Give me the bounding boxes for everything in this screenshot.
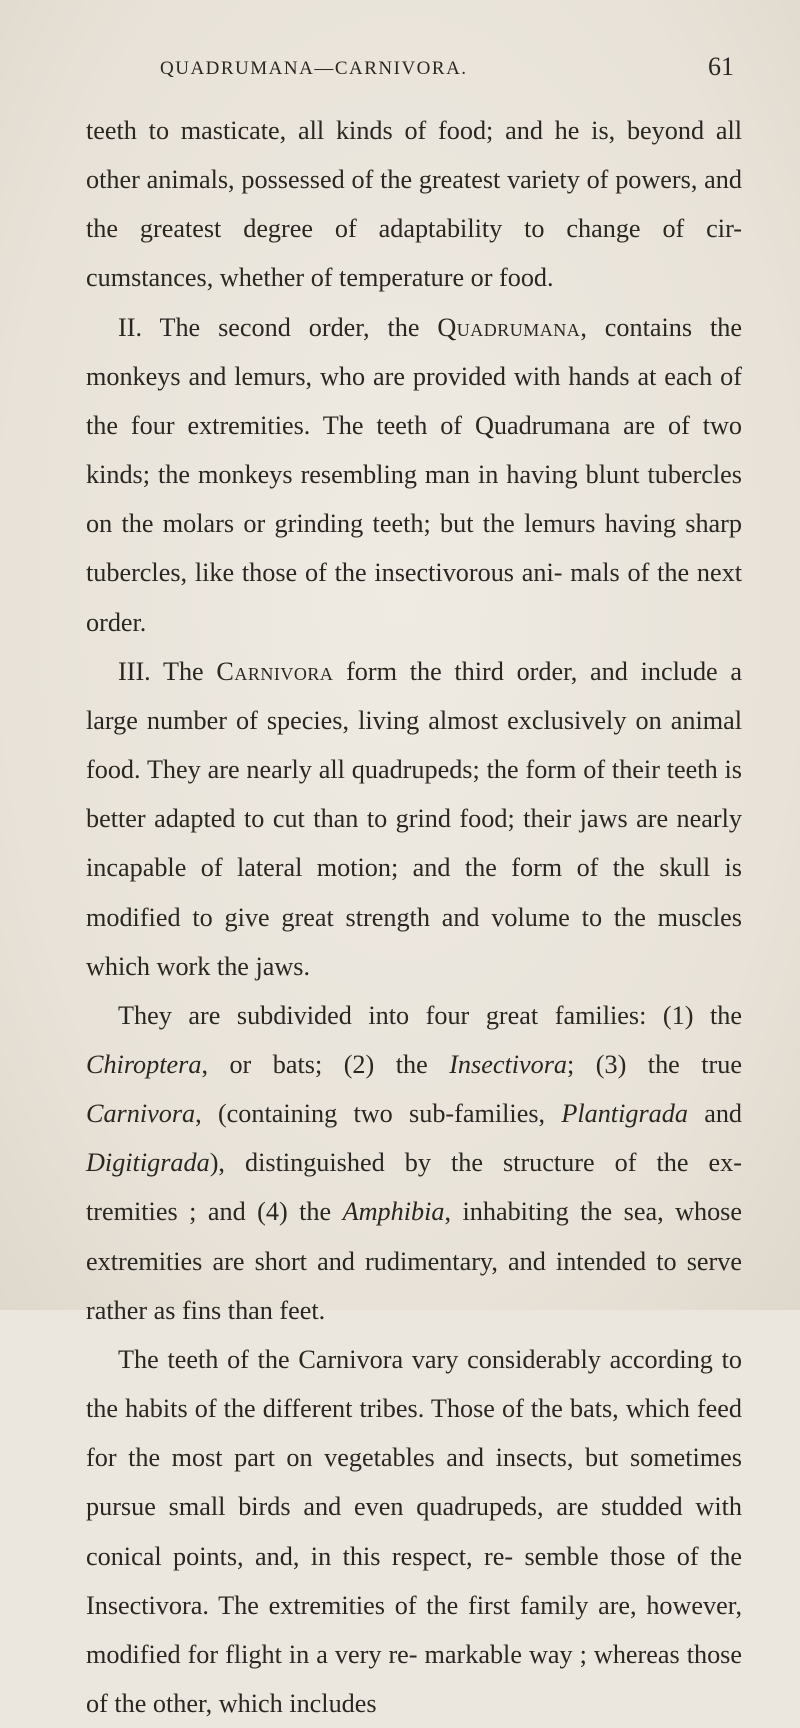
p4-text-4: , (containing two sub-families,: [195, 1099, 562, 1129]
p2-rest: , contains the monkeys and lemurs, who are provided with hands at each of the four extremities. The teeth of Quadrumana are of two kinds; the monkeys resembling man in having blunt tubercles on the molars or grinding teeth; but the lemurs having sharp tubercles, like those of the insectivorous ani- mals of the next order.: [86, 312, 742, 637]
term-amphibia: Amphibia: [342, 1197, 445, 1227]
p3-rest: form the third order, and include a large number of species, living almost exclusively on animal food. They are nearly all quadrupeds; the form of their teeth is better adapted to cut than to grind food; their jaws are nearly incapable of lateral motion; and the form of the skull is modified to give great strength and volume to the muscles which work the jaws.: [86, 656, 742, 981]
term-chiroptera: Chiroptera: [86, 1049, 202, 1079]
p4-text-7: , inhabiting the sea, whose extremities are short and rudimentary, and intended to serve rather as fins than feet.: [86, 1197, 742, 1325]
term-digitigrada: Digitigrada: [86, 1148, 210, 1178]
paragraph-1: teeth to masticate, all kinds of food; and he is, beyond all other animals, possessed of the greatest variety of powers, and the greatest degree of adaptability to change of cir- cumstances, whether of temperature or food.: [86, 116, 742, 293]
p3-lead: III. The: [118, 656, 217, 686]
term-carnivora: Carnivora: [216, 656, 334, 686]
term-quadrumana: Quadrumana: [437, 312, 581, 342]
term-insectivora: Insectivora: [449, 1049, 568, 1079]
body-text: [86, 106, 742, 1728]
p4-text-1: They are subdivided into four great families: (1) the: [118, 1000, 742, 1030]
p2-lead: II. The second order, the: [118, 312, 438, 342]
p4-text-2: , or bats; (2) the: [201, 1049, 450, 1079]
p4-text-6: ), distinguished by the structure of the ex- tremities ; and (4) the: [86, 1148, 742, 1227]
p4-text-3: ; (3) the true: [567, 1049, 742, 1079]
term-carnivora-true: Carnivora: [86, 1099, 196, 1129]
term-plantigrada: Plantigrada: [561, 1099, 688, 1129]
running-head: QUADRUMANA—CARNIVORA.: [160, 58, 468, 79]
paragraph-2: [86, 303, 742, 647]
page-number: 61: [708, 52, 734, 81]
paragraph-4: [86, 991, 742, 1335]
p4-text-5: and: [687, 1099, 743, 1129]
paragraph-3: [86, 647, 742, 991]
paragraph-5: The teeth of the Carnivora vary considerably according to the habits of the different tribes. Those of the bats, which feed for the most part on vegetables and insects, but sometimes pursue small birds and even quadrupeds, are studded with conical points, and, in this respect, re- semble those of the Insectivora. The extremities of the first family are, however, modified for flight in a very re- markable way ; whereas those of the other, which includes: [86, 1344, 742, 1718]
